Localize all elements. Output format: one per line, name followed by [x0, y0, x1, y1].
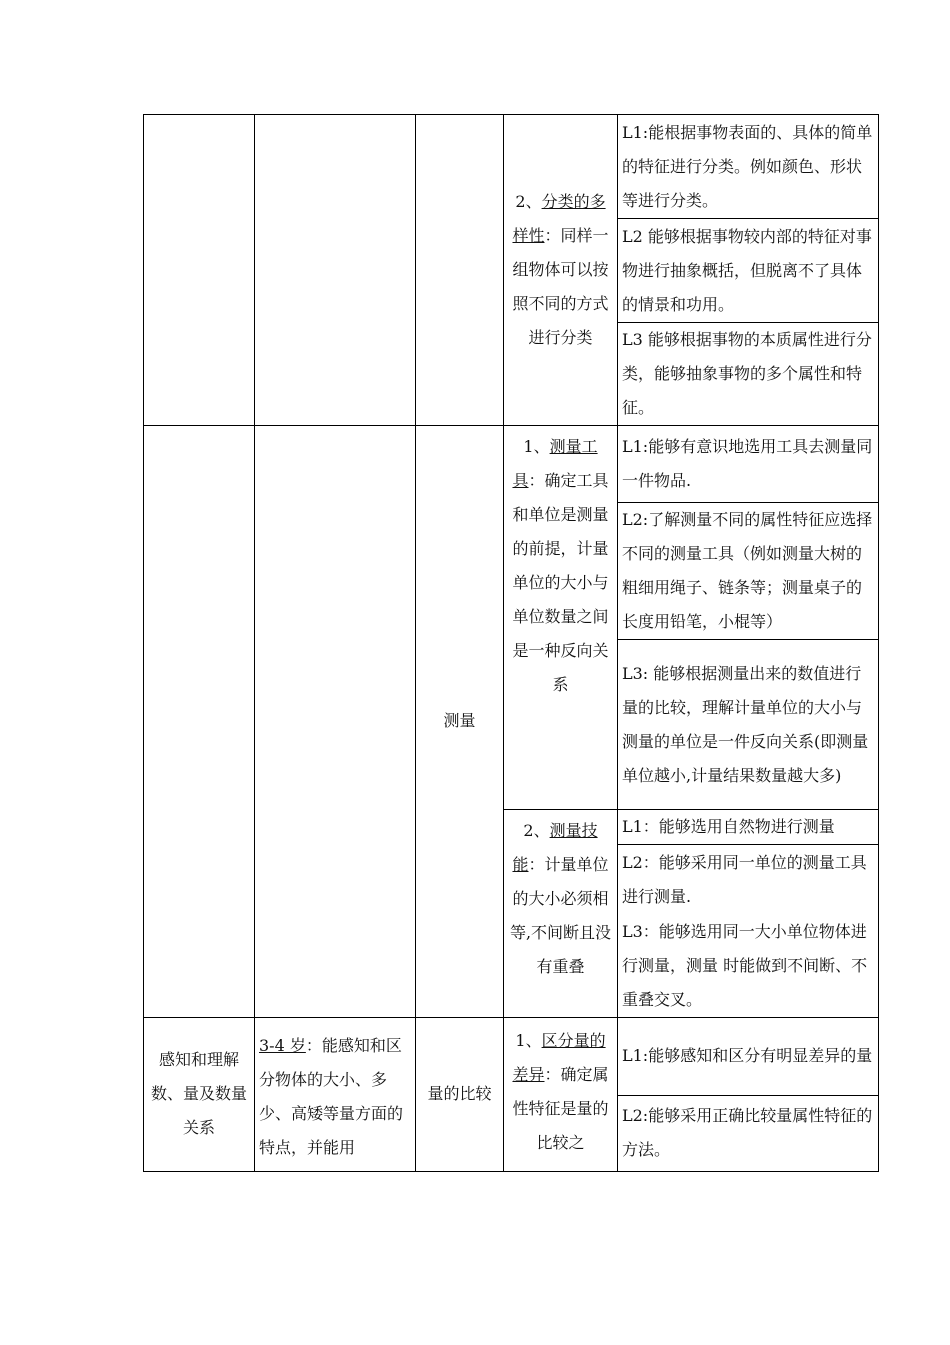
goal-cell	[144, 426, 255, 1018]
key-description: ：确定属性特征是量的比较之	[512, 1064, 609, 1152]
key-number: 2、	[515, 192, 542, 211]
level-cell: L1:能根据事物表面的、具体的简单的特征进行分类。例如颜色、形状等进行分类。	[618, 115, 879, 219]
level-cell: L1:能够有意识地选用工具去测量同一件物品.	[618, 426, 879, 503]
key-title: 测量技能	[512, 821, 598, 874]
key-experience-cell	[504, 426, 618, 810]
level-cell	[618, 915, 879, 1018]
key-description: ：计量单位的大小必须相等,不间断且没有重叠	[509, 855, 612, 976]
level-cell: L2:能够采用正确比较量属性特征的方法。	[618, 1095, 879, 1171]
age-description: ：能感知和区分物体的大小、多少、高矮等量方面的特点，并能用	[259, 1036, 404, 1157]
table-row	[144, 115, 879, 219]
key-title: 分类的多样性	[512, 192, 606, 245]
key-title: 区分量的差异	[512, 1030, 606, 1084]
level-cell: L3 能够根据事物的本质属性进行分类，能够抽象事物的多个属性和特征。	[618, 323, 879, 426]
level-text: 时能做到不间断、不重叠交叉。	[622, 955, 868, 1009]
key-experience-cell	[504, 115, 618, 426]
level-cell: L1:能够感知和区分有明显差异的量	[618, 1017, 879, 1095]
level-cell: L2：能够采用同一单位的测量工具进行测量.	[618, 845, 879, 915]
topic-cell: 量的比较	[416, 1017, 504, 1171]
topic-cell	[416, 115, 504, 426]
key-title: 测量工具	[512, 437, 598, 490]
key-number: 1、	[515, 1030, 542, 1050]
level-cell: L2:了解测量不同的属性特征应选择不同的测量工具（例如测量大树的粗细用绳子、链条等；测量桌子的长度用铅笔，小棍等）	[618, 503, 879, 640]
key-experience-cell	[504, 1017, 618, 1171]
goal-cell: 感知和理解数、量及数量关系	[144, 1017, 255, 1171]
key-number: 2、	[523, 821, 550, 840]
goal-cell	[144, 115, 255, 426]
age-cell	[255, 426, 416, 1018]
level-cell: L3: 能够根据测量出来的数值进行量的比较，理解计量单位的大小与测量的单位是一件反向关系(即测量单位越小,计量结果数量越大多)	[618, 640, 879, 810]
level-cell: L1：能够选用自然物进行测量	[618, 810, 879, 845]
age-cell	[255, 115, 416, 426]
key-number: 1、	[523, 437, 550, 456]
age-label: 3-4 岁	[259, 1036, 306, 1055]
key-description: ：同样一组物体可以按照不同的方式进行分类	[512, 226, 609, 347]
table-row	[144, 1017, 879, 1095]
key-experience-cell	[504, 810, 618, 1018]
level-cell: L2 能够根据事物较内部的特征对事物进行抽象概括，但脱离不了具体的情景和功用。	[618, 219, 879, 323]
development-table	[143, 114, 879, 1172]
topic-cell: 测量	[416, 426, 504, 1018]
age-cell	[255, 1017, 416, 1171]
level-text: L3：能够选用同一大小单位物体进行测量，测量	[622, 921, 867, 975]
key-description: ：确定工具和单位是测量的前提，计量单位的大小与单位数量之间是一种反向关系	[512, 471, 609, 694]
table-row	[144, 426, 879, 503]
